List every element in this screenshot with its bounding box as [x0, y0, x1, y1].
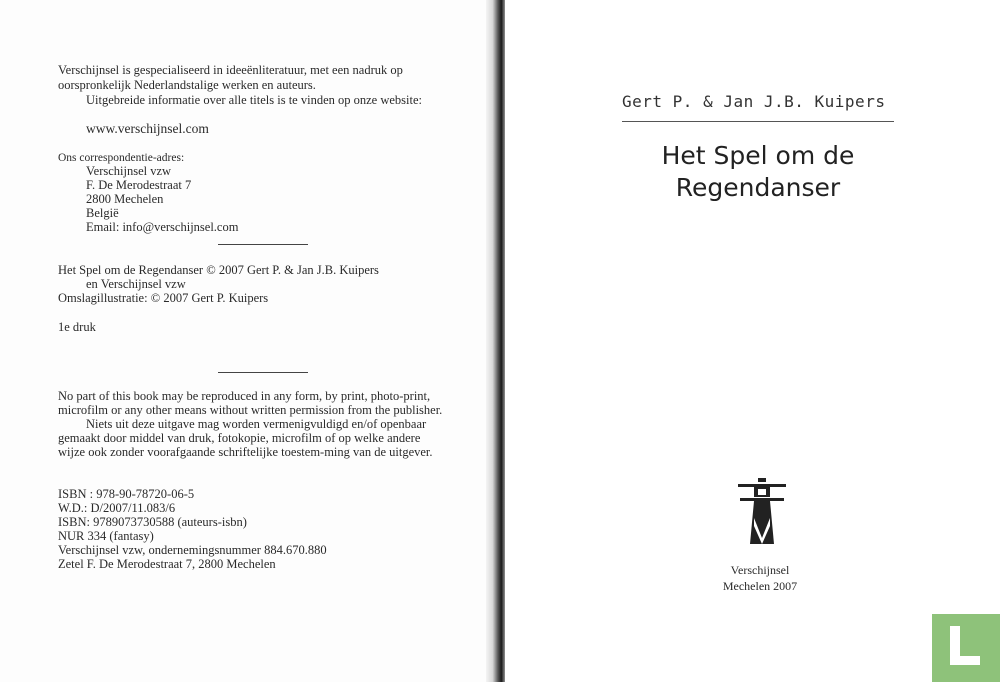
- illustration-credit: Omslagillustratie: © 2007 Gert P. Kuipers: [58, 291, 269, 305]
- lighthouse-logo-icon: [736, 476, 788, 548]
- address-line: Verschijnsel vzw: [86, 164, 172, 178]
- copyright-line: Het Spel om de Regendanser © 2007 Gert P. & Jan J.B. Kuipers: [58, 263, 379, 277]
- title-line: Regendanser: [675, 173, 841, 202]
- rights-nl-line: gemaakt door middel van druk, fotokopie, microfilm of op welke andere: [58, 431, 421, 445]
- divider: [218, 372, 308, 373]
- rights-en-line: microfilm or any other means without written permission from the publisher.: [58, 403, 443, 417]
- book-title: [624, 140, 892, 204]
- edition: 1e druk: [58, 320, 96, 334]
- intro-line: Uitgebreide informatie over alle titels is te vinden op onze website:: [86, 93, 423, 107]
- address-line: F. De Merodestraat 7: [86, 178, 192, 192]
- divider: [218, 244, 308, 245]
- colophon-line: Zetel F. De Merodestraat 7, 2800 Mechelen: [58, 557, 276, 571]
- address-label: Ons correspondentie-adres:: [58, 152, 185, 164]
- watermark-l-icon: [932, 614, 1000, 682]
- colophon-line: Verschijnsel vzw, ondernemingsnummer 884.670.880: [58, 543, 327, 557]
- title-line: Het Spel om de: [661, 141, 855, 170]
- publisher-place-year: Mechelen 2007: [722, 579, 798, 593]
- colophon-line: ISBN: 9789073730588 (auteurs-isbn): [58, 515, 247, 529]
- rights-nl-line: Niets uit deze uitgave mag worden vermenigvuldigd en/of openbaar: [86, 417, 427, 431]
- left-page: [0, 0, 488, 682]
- colophon-line: ISBN : 978-90-78720-06-5: [58, 487, 195, 501]
- colophon-line: W.D.: D/2007/11.083/6: [58, 501, 176, 515]
- authors: Gert P. & Jan J.B. Kuipers: [622, 92, 886, 111]
- email-address: Email: info@verschijnsel.com: [86, 220, 239, 234]
- intro-line: oorspronkelijk Nederlandstalige werken en auteurs.: [58, 78, 316, 92]
- rights-en-line: No part of this book may be reproduced in any form, by print, photo-print,: [58, 389, 431, 403]
- title-rule: [622, 121, 894, 122]
- address-line: België: [86, 206, 119, 220]
- copyright-line: en Verschijnsel vzw: [86, 277, 186, 291]
- website-link[interactable]: www.verschijnsel.com: [86, 121, 209, 136]
- rights-nl-line: wijze ook zonder voorafgaande schriftelijke toestem-ming van de uitgever.: [58, 445, 433, 459]
- intro-line: Verschijnsel is gespecialiseerd in ideeënliteratuur, met een nadruk op: [58, 63, 403, 77]
- address-line: 2800 Mechelen: [86, 192, 164, 206]
- publisher-name: Verschijnsel: [730, 563, 790, 577]
- colophon-line: NUR 334 (fantasy): [58, 529, 154, 543]
